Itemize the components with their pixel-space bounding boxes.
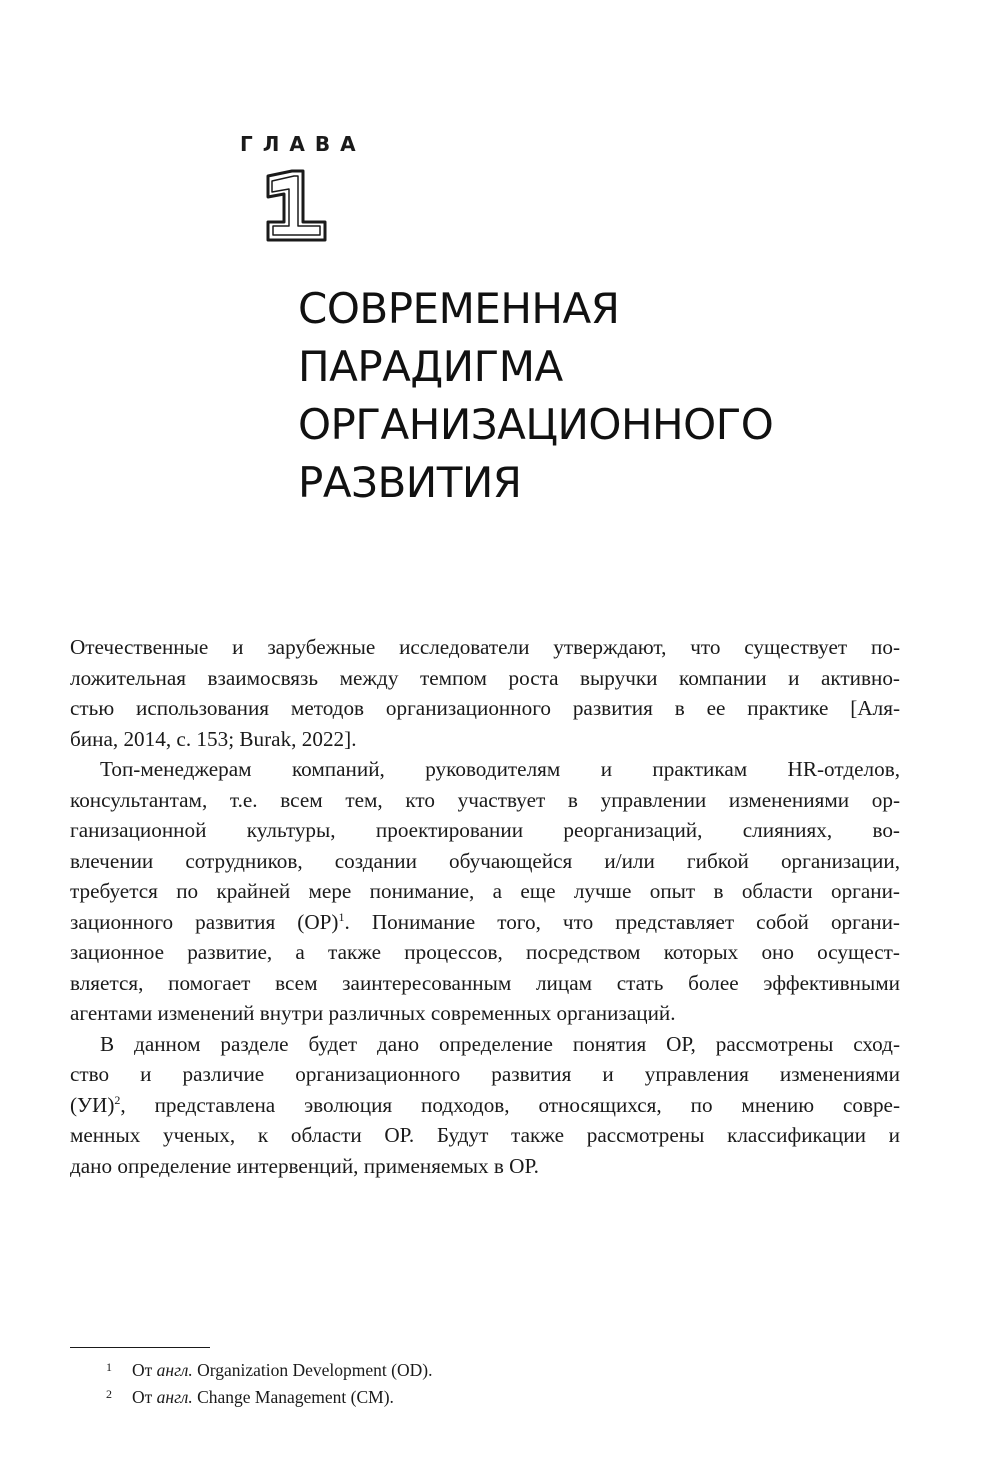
p2-line-1: Топ-менеджерам компаний, руководителям и практикам HR-отделов,	[100, 757, 900, 781]
p2-line-5: требуется по крайней мере понимание, а еще лучше опыт в области органи-	[70, 879, 900, 903]
chapter-label: ГЛАВА	[240, 132, 366, 156]
footnote-1-abbr: англ.	[156, 1360, 193, 1380]
footnote-1	[106, 1357, 806, 1384]
p2-line-9: агентами изменений внутри различных современных организаций.	[70, 1001, 676, 1025]
body-text	[70, 632, 900, 1181]
p2-line-4: влечении сотрудников, создании обучающейся и/или гибкой организации,	[70, 848, 900, 873]
chapter-title	[298, 280, 938, 512]
p1-line-1: Отечественные и зарубежные исследователи утверждают, что существует по-	[70, 635, 900, 659]
p3-line-3-start: (УИ)	[70, 1092, 115, 1117]
p2-line-2: консультантам, т.е. всем тем, кто участвует в управлении изменениями ор-	[70, 787, 900, 812]
p3-line-3	[70, 1090, 900, 1121]
p2-line-3: ганизационной культуры, проектировании реорганизаций, слияниях, во-	[70, 818, 900, 842]
title-line-1: СОВРЕМЕННАЯ	[298, 284, 620, 333]
p2-line-8: вляется, помогает всем заинтересованным лицам стать более эффективными	[70, 970, 900, 995]
p2-line-6-start: зационного развития (ОР)	[70, 909, 339, 934]
title-line-4: РАЗВИТИЯ	[298, 458, 522, 507]
footnote-1-number: 1	[106, 1360, 112, 1374]
title-line-2: ПАРАДИГМА	[298, 342, 563, 391]
footnotes	[106, 1357, 806, 1411]
p2-line-7: зационное развитие, а также процессов, посредством которых оно осущест-	[70, 940, 900, 964]
footnote-2-number: 2	[106, 1387, 112, 1401]
footnote-ref-2[interactable]: 2	[114, 1092, 121, 1107]
footnote-2-prefix: От	[132, 1387, 157, 1407]
footnote-2-text: Change Management (CM).	[192, 1387, 394, 1407]
p3-line-2: ство и различие организационного развития и управления изменениями	[70, 1062, 900, 1086]
p3-line-1: В данном разделе будет дано определение понятия ОР, рассмотрены сход-	[100, 1031, 900, 1056]
footnote-2-abbr: англ.	[156, 1387, 193, 1407]
p3-line-3-end: , представлена эволюция подходов, относящихся, по мнению совре-	[120, 1092, 900, 1117]
p2-line-6	[70, 907, 900, 938]
footnote-1-prefix: От	[132, 1360, 157, 1380]
title-line-3: ОРГАНИЗАЦИОННОГО	[298, 400, 774, 449]
footnote-ref-1[interactable]: 1	[338, 909, 345, 924]
p2-line-6-end: . Понимание того, что представляет собой органи-	[344, 909, 900, 934]
p1-line-4: бина, 2014, с. 153; Burak, 2022].	[70, 726, 357, 751]
paragraph-2	[70, 754, 900, 1029]
p1-line-3: стью использования методов организационного развития в ее практике [Аля-	[70, 696, 900, 720]
footnote-2	[106, 1384, 806, 1411]
paragraph-1	[70, 632, 900, 754]
chapter-number-text: 1	[162, 68, 163, 69]
p1-line-2: ложительная взаимосвязь между темпом роста выручки компании и активно-	[70, 665, 900, 690]
footnote-1-text: Organization Development (OD).	[192, 1360, 433, 1380]
chapter-number-shape	[268, 171, 325, 240]
footnote-divider	[70, 1347, 210, 1348]
p3-line-5: дано определение интервенций, применяемых в ОР.	[70, 1153, 539, 1178]
paragraph-3	[70, 1029, 900, 1182]
p3-line-4: менных ученых, к области ОР. Будут также рассмотрены классификации и	[70, 1123, 900, 1147]
